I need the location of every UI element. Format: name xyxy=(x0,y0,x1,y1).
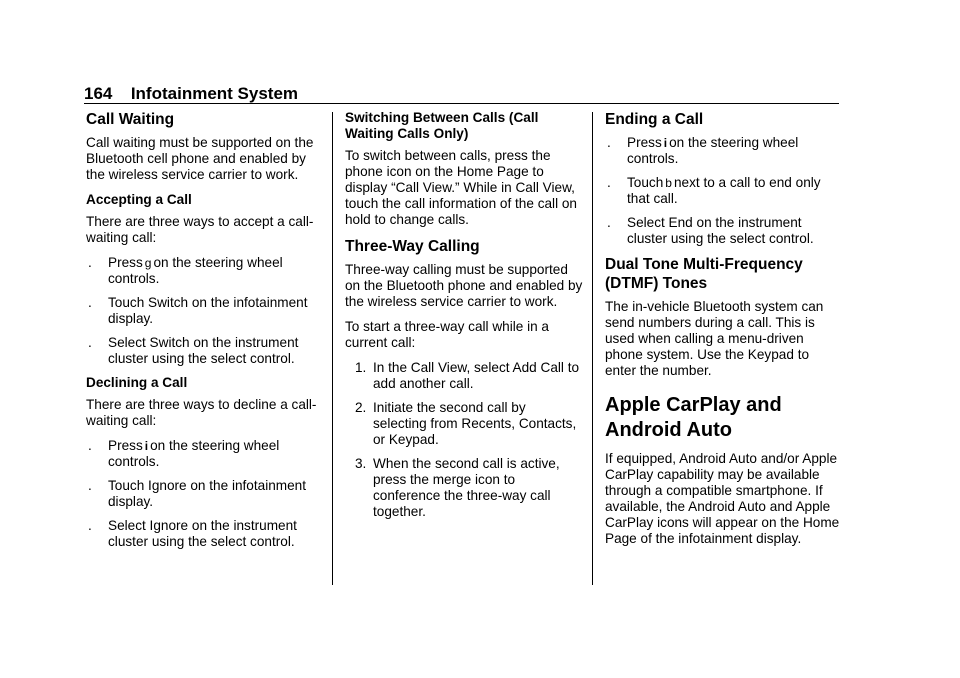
call-waiting-intro: Call waiting must be supported on the Bluetooth cell phone and enabled by the wireless service carrier to work. xyxy=(86,135,314,182)
item-text: next to a call to end only that call. xyxy=(627,175,821,206)
list-item xyxy=(86,438,324,470)
end-call-icon: b xyxy=(665,176,672,190)
bullet: . xyxy=(88,335,92,350)
phone-answer-icon: g xyxy=(144,256,152,270)
step-text: When the second call is active, press the merge icon to conference the three-way call together. xyxy=(373,456,560,519)
accepting-heading: Accepting a Call xyxy=(86,192,192,207)
step-text: Initiate the second call by selecting from Recents, Contacts, or Keypad. xyxy=(373,400,577,447)
bullet: . xyxy=(88,478,92,493)
list-item xyxy=(605,135,843,167)
phone-hangup-icon: i xyxy=(663,136,668,150)
bullet: . xyxy=(88,518,92,533)
column-divider-1 xyxy=(332,112,333,585)
item-text: Press xyxy=(627,135,662,150)
item-text: Touch Ignore on the infotainment display. xyxy=(108,478,306,509)
step-text: In the Call View, select Add Call to add another call. xyxy=(373,360,580,391)
item-text: Select End on the instrument cluster using the select control. xyxy=(627,215,814,246)
item-text: Select Ignore on the instrument cluster using the select control. xyxy=(108,518,297,549)
bullet: . xyxy=(607,215,611,230)
three-way-steps xyxy=(345,360,583,520)
item-text: on the steering wheel controls. xyxy=(108,255,283,286)
accept-list xyxy=(86,255,324,367)
three-way-heading: Three-Way Calling xyxy=(345,238,480,255)
list-item xyxy=(605,215,843,247)
list-item xyxy=(86,478,324,510)
three-way-intro: Three-way calling must be supported on the Bluetooth phone and enabled by the wireless service carrier to work. xyxy=(345,262,583,309)
carplay-text: If equipped, Android Auto and/or Apple CarPlay capability may be available through a compatible smartphone. If available, the Android Auto and Apple CarPlay icons will appear on the Home Page of the infotainment display. xyxy=(605,451,840,546)
item-text: Touch xyxy=(627,175,664,190)
column-1 xyxy=(86,110,324,558)
item-text: on the steering wheel controls. xyxy=(627,135,799,166)
list-item xyxy=(86,295,324,327)
column-divider-2 xyxy=(592,112,593,585)
item-text: Press xyxy=(108,255,143,270)
item-text: Press xyxy=(108,438,143,453)
dtmf-text: The in-vehicle Bluetooth system can send numbers during a call. This is used when calling a menu-driven phone system. Use the Keypad to enter the number. xyxy=(605,299,824,378)
bullet: . xyxy=(607,135,611,150)
declining-intro: There are three ways to decline a call-waiting call: xyxy=(86,397,317,428)
bullet: . xyxy=(607,175,611,190)
dtmf-heading: Dual Tone Multi-Frequency (DTMF) Tones xyxy=(605,256,803,292)
step-number: 3. xyxy=(355,456,367,471)
page-header xyxy=(84,84,298,104)
header-rule xyxy=(84,103,839,104)
item-text: on the steering wheel controls. xyxy=(108,438,280,469)
list-item xyxy=(86,255,324,287)
step-number: 2. xyxy=(355,400,367,415)
item-text: Touch Switch on the infotainment display. xyxy=(108,295,308,326)
ending-list xyxy=(605,135,843,247)
bullet: . xyxy=(88,255,92,270)
list-item xyxy=(86,335,324,367)
decline-list xyxy=(86,438,324,550)
ending-heading: Ending a Call xyxy=(605,111,704,128)
step-number: 1. xyxy=(355,360,367,375)
call-waiting-heading: Call Waiting xyxy=(86,111,175,128)
switching-heading: Switching Between Calls (Call Waiting Calls Only) xyxy=(345,110,539,141)
column-3 xyxy=(605,110,843,556)
declining-heading: Declining a Call xyxy=(86,375,188,390)
list-item xyxy=(345,456,583,520)
column-2 xyxy=(345,110,583,528)
carplay-heading: Apple CarPlay and Android Auto xyxy=(605,394,782,441)
item-text: Select Switch on the instrument cluster using the select control. xyxy=(108,335,299,366)
phone-hangup-icon: i xyxy=(144,439,149,453)
page-number: 164 xyxy=(84,84,113,103)
accepting-intro: There are three ways to accept a call-waiting call: xyxy=(86,214,314,245)
page-title: Infotainment System xyxy=(130,84,299,103)
list-item xyxy=(345,400,583,448)
bullet: . xyxy=(88,295,92,310)
switching-text: To switch between calls, press the phone icon on the Home Page to display “Call View.” While in Call View, touch the call information of the call on hold to change calls. xyxy=(345,148,577,227)
list-item xyxy=(605,175,843,207)
list-item xyxy=(345,360,583,392)
three-way-start: To start a three-way call while in a current call: xyxy=(345,319,549,350)
bullet: . xyxy=(88,438,92,453)
list-item xyxy=(86,518,324,550)
